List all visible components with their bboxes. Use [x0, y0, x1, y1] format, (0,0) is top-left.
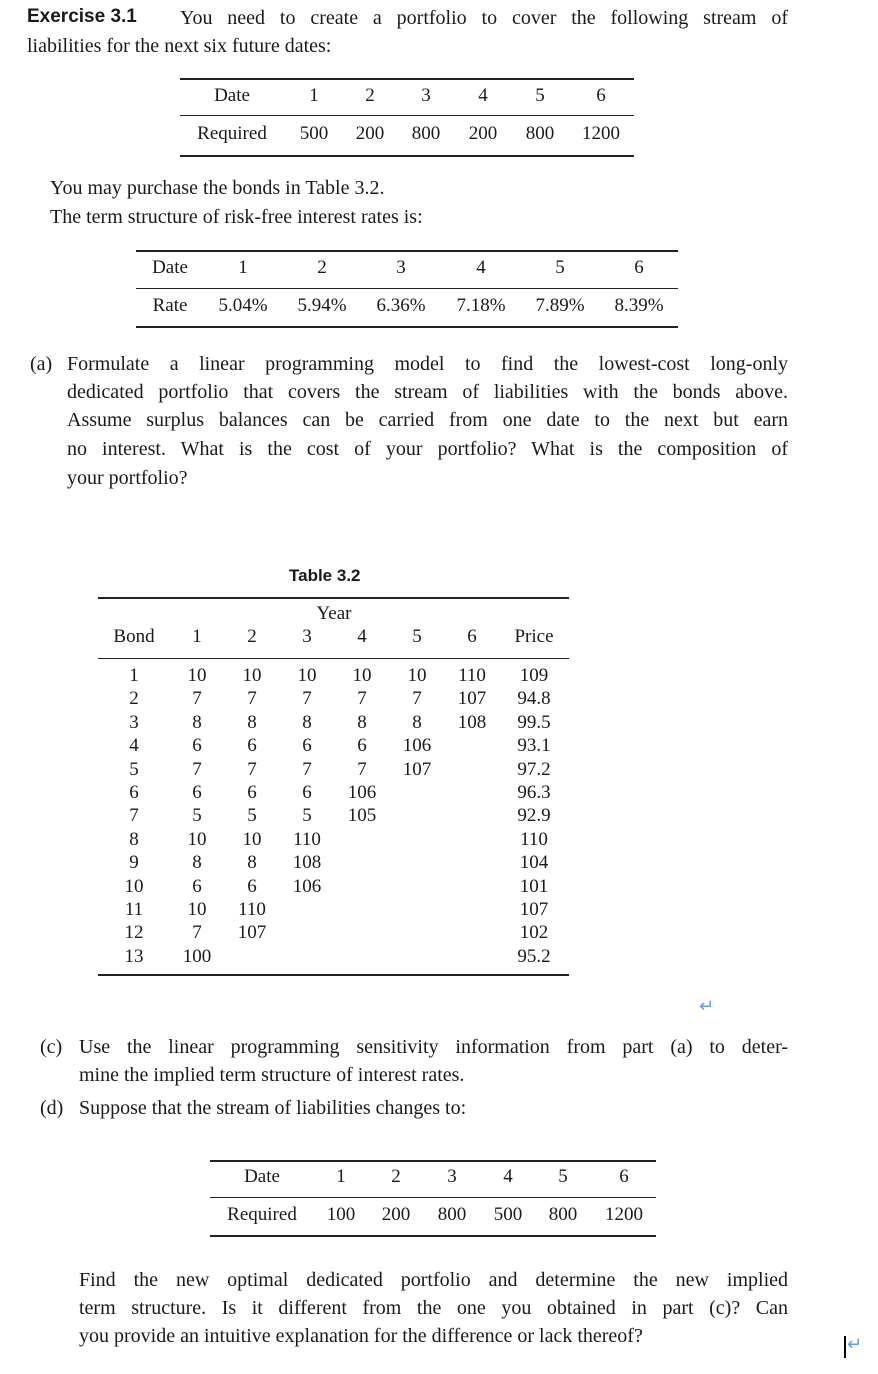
value-cell: 800: [411, 123, 441, 144]
bond-id-cell: 11: [124, 899, 144, 920]
header-cell: 4: [503, 1166, 513, 1187]
table-rule: [136, 326, 678, 328]
cashflow-cell: 10: [187, 828, 207, 850]
cashflow-cell: 106: [292, 875, 322, 897]
bond-id-cell: 1: [129, 665, 139, 686]
header-cell: 4: [357, 626, 367, 647]
bond-id-cell: 8: [129, 828, 139, 850]
bond-id-cell: 4: [129, 735, 139, 757]
price-cell: 102: [519, 922, 549, 944]
price-cell: 95.2: [517, 945, 551, 967]
cashflow-cell: 6: [247, 735, 257, 757]
part-c-label: (c): [40, 1036, 63, 1058]
price-cell: 97.2: [517, 758, 551, 780]
cashflow-cell: 7: [357, 758, 367, 780]
header-cell: Date: [152, 257, 188, 278]
price-cell: 110: [520, 828, 548, 850]
cashflow-cell: 6: [192, 735, 202, 757]
value-cell: 500: [299, 123, 329, 144]
part-a-line: your portfolio?: [67, 467, 188, 489]
table-rule: [136, 250, 678, 252]
bond-id-cell: 3: [129, 711, 139, 733]
cashflow-cell: 10: [242, 828, 262, 850]
cashflow-cell: 7: [247, 758, 257, 780]
cashflow-cell: 107: [457, 688, 487, 710]
cashflow-cell: 6: [302, 735, 312, 757]
return-icon: ↵: [847, 1334, 863, 1355]
intro-line-2: liabilities for the next six future dates:: [27, 35, 332, 57]
value-cell: 800: [525, 123, 555, 144]
cashflow-cell: 10: [242, 665, 262, 686]
cashflow-cell: 106: [402, 735, 432, 757]
cashflow-cell: 6: [302, 782, 312, 803]
header-cell: 3: [447, 1166, 457, 1187]
header-cell: 5: [558, 1166, 568, 1187]
price-cell: 107: [519, 899, 549, 920]
cashflow-cell: 105: [347, 805, 377, 827]
value-cell: 5.04%: [218, 295, 268, 316]
cashflow-cell: 108: [457, 711, 487, 733]
cashflow-cell: 8: [247, 852, 257, 874]
header-cell: 5: [535, 85, 545, 106]
table-rule: [210, 1235, 656, 1237]
value-cell: 1200: [582, 123, 620, 144]
value-cell: 800: [548, 1204, 578, 1225]
header-cell: 2: [365, 85, 375, 106]
cashflow-cell: 107: [237, 922, 267, 944]
bond-id-cell: 2: [129, 688, 139, 710]
value-cell: Required: [227, 1204, 297, 1225]
bond-id-cell: 13: [124, 945, 144, 967]
cashflow-cell: 7: [357, 688, 367, 710]
bond-id-cell: 7: [129, 805, 139, 827]
bond-id-cell: 6: [129, 782, 139, 803]
cashflow-cell: 7: [247, 688, 257, 710]
purchase-text: You may purchase the bonds in Table 3.2.: [50, 177, 385, 199]
price-cell: 92.9: [517, 805, 551, 827]
cashflow-cell: 7: [302, 688, 312, 710]
table-rule: [180, 115, 634, 116]
header-cell: 2: [391, 1166, 401, 1187]
cashflow-cell: 110: [293, 828, 321, 850]
header-cell: 3: [421, 85, 431, 106]
header-cell: 3: [302, 626, 312, 647]
cashflow-cell: 8: [302, 711, 312, 733]
header-cell: 1: [192, 626, 202, 647]
table-rule: [210, 1197, 656, 1198]
value-cell: 200: [355, 123, 385, 144]
header-cell: 1: [309, 85, 319, 106]
year-group-header: Year: [316, 603, 352, 624]
price-cell: 99.5: [517, 711, 551, 733]
value-cell: 6.36%: [376, 295, 426, 316]
cashflow-cell: 100: [182, 945, 212, 967]
intro-line-1: You need to create a portfolio to cover the following stream of: [180, 7, 788, 29]
header-cell: 6: [619, 1166, 629, 1187]
value-cell: 500: [493, 1204, 523, 1225]
price-cell: 104: [519, 852, 549, 874]
header-cell: Price: [514, 626, 554, 647]
term-structure-text: The term structure of risk-free interest rates is:: [50, 206, 423, 228]
header-cell: Date: [214, 85, 250, 106]
cashflow-cell: 8: [412, 711, 422, 733]
table-rule: [136, 288, 678, 289]
cashflow-cell: 8: [192, 852, 202, 874]
header-cell: 1: [336, 1166, 346, 1187]
table-rule: [180, 155, 634, 157]
value-cell: 8.39%: [614, 295, 664, 316]
header-cell: Date: [244, 1166, 280, 1187]
cashflow-cell: 10: [407, 665, 427, 686]
part-a-label: (a): [30, 353, 53, 375]
value-cell: Rate: [152, 295, 188, 316]
value-cell: 100: [326, 1204, 356, 1225]
header-cell: 3: [396, 257, 406, 278]
cashflow-cell: 6: [192, 875, 202, 897]
part-d-line: term structure. Is it different from the one you obtained in part (c)? Can: [79, 1297, 788, 1319]
header-cell: 4: [478, 85, 488, 106]
part-a-line: Formulate a linear programming model to find the lowest-cost long-only: [67, 353, 788, 375]
cashflow-cell: 6: [357, 735, 367, 757]
bond-id-cell: 9: [129, 852, 139, 874]
cashflow-cell: 6: [247, 782, 257, 803]
cashflow-cell: 7: [412, 688, 422, 710]
header-cell: 2: [317, 257, 327, 278]
value-cell: 5.94%: [297, 295, 347, 316]
price-cell: 94.8: [517, 688, 551, 710]
value-cell: 1200: [605, 1204, 643, 1225]
bond-id-cell: 5: [129, 758, 139, 780]
part-d-line: Find the new optimal dedicated portfolio and determine the new implied: [79, 1269, 788, 1291]
header-cell: 2: [247, 626, 257, 647]
price-cell: 93.1: [517, 735, 551, 757]
table-rule: [180, 78, 634, 80]
cashflow-cell: 6: [247, 875, 257, 897]
bond-id-cell: 10: [124, 875, 144, 897]
part-a-line: no interest. What is the cost of your portfolio? What is the composition of: [67, 438, 788, 460]
table-rule: [210, 1160, 656, 1162]
header-cell: 1: [238, 257, 248, 278]
text-cursor: [844, 1336, 846, 1358]
header-cell: 6: [634, 257, 644, 278]
cashflow-cell: 110: [458, 665, 486, 686]
part-d-line: you provide an intuitive explanation for the difference or lack thereof?: [79, 1325, 643, 1347]
part-d-intro: Suppose that the stream of liabilities changes to:: [79, 1097, 467, 1119]
header-cell: 5: [412, 626, 422, 647]
return-icon: ↵: [699, 996, 715, 1017]
header-cell: 5: [555, 257, 565, 278]
value-cell: Required: [197, 123, 267, 144]
cashflow-cell: 7: [192, 758, 202, 780]
value-cell: 7.18%: [456, 295, 506, 316]
cashflow-cell: 7: [192, 688, 202, 710]
cashflow-cell: 10: [187, 899, 207, 920]
cashflow-cell: 110: [238, 899, 266, 920]
part-a-line: Assume surplus balances can be carried from one date to the next but earn: [67, 409, 788, 431]
cashflow-cell: 10: [297, 665, 317, 686]
value-cell: 200: [468, 123, 498, 144]
cashflow-cell: 5: [192, 805, 202, 827]
header-cell: 6: [596, 85, 606, 106]
cashflow-cell: 107: [402, 758, 432, 780]
header-cell: 6: [467, 626, 477, 647]
bond-id-cell: 12: [124, 922, 144, 944]
value-cell: 7.89%: [535, 295, 585, 316]
table-rule: [98, 974, 569, 976]
cashflow-cell: 10: [187, 665, 207, 686]
cashflow-cell: 6: [192, 782, 202, 803]
header-cell: 4: [476, 257, 486, 278]
table-rule: [98, 597, 569, 599]
cashflow-cell: 5: [247, 805, 257, 827]
price-cell: 96.3: [517, 782, 551, 803]
part-a-line: dedicated portfolio that covers the stream of liabilities with the bonds above.: [67, 381, 788, 403]
part-d-label: (d): [40, 1097, 64, 1119]
cashflow-cell: 8: [247, 711, 257, 733]
price-cell: 109: [519, 665, 549, 686]
cashflow-cell: 108: [292, 852, 322, 874]
cashflow-cell: 106: [347, 782, 377, 803]
table-rule: [98, 658, 569, 659]
header-cell: Bond: [113, 626, 155, 647]
part-c-line: mine the implied term structure of interest rates.: [79, 1064, 465, 1086]
cashflow-cell: 10: [352, 665, 372, 686]
part-c-line: Use the linear programming sensitivity information from part (a) to deter-: [79, 1036, 788, 1058]
price-cell: 101: [519, 875, 549, 897]
cashflow-cell: 5: [302, 805, 312, 827]
cashflow-cell: 7: [302, 758, 312, 780]
value-cell: 200: [381, 1204, 411, 1225]
exercise-label: Exercise 3.1: [27, 6, 137, 27]
cashflow-cell: 8: [357, 711, 367, 733]
cashflow-cell: 8: [192, 711, 202, 733]
value-cell: 800: [437, 1204, 467, 1225]
cashflow-cell: 7: [192, 922, 202, 944]
table-caption: Table 3.2: [289, 566, 361, 585]
